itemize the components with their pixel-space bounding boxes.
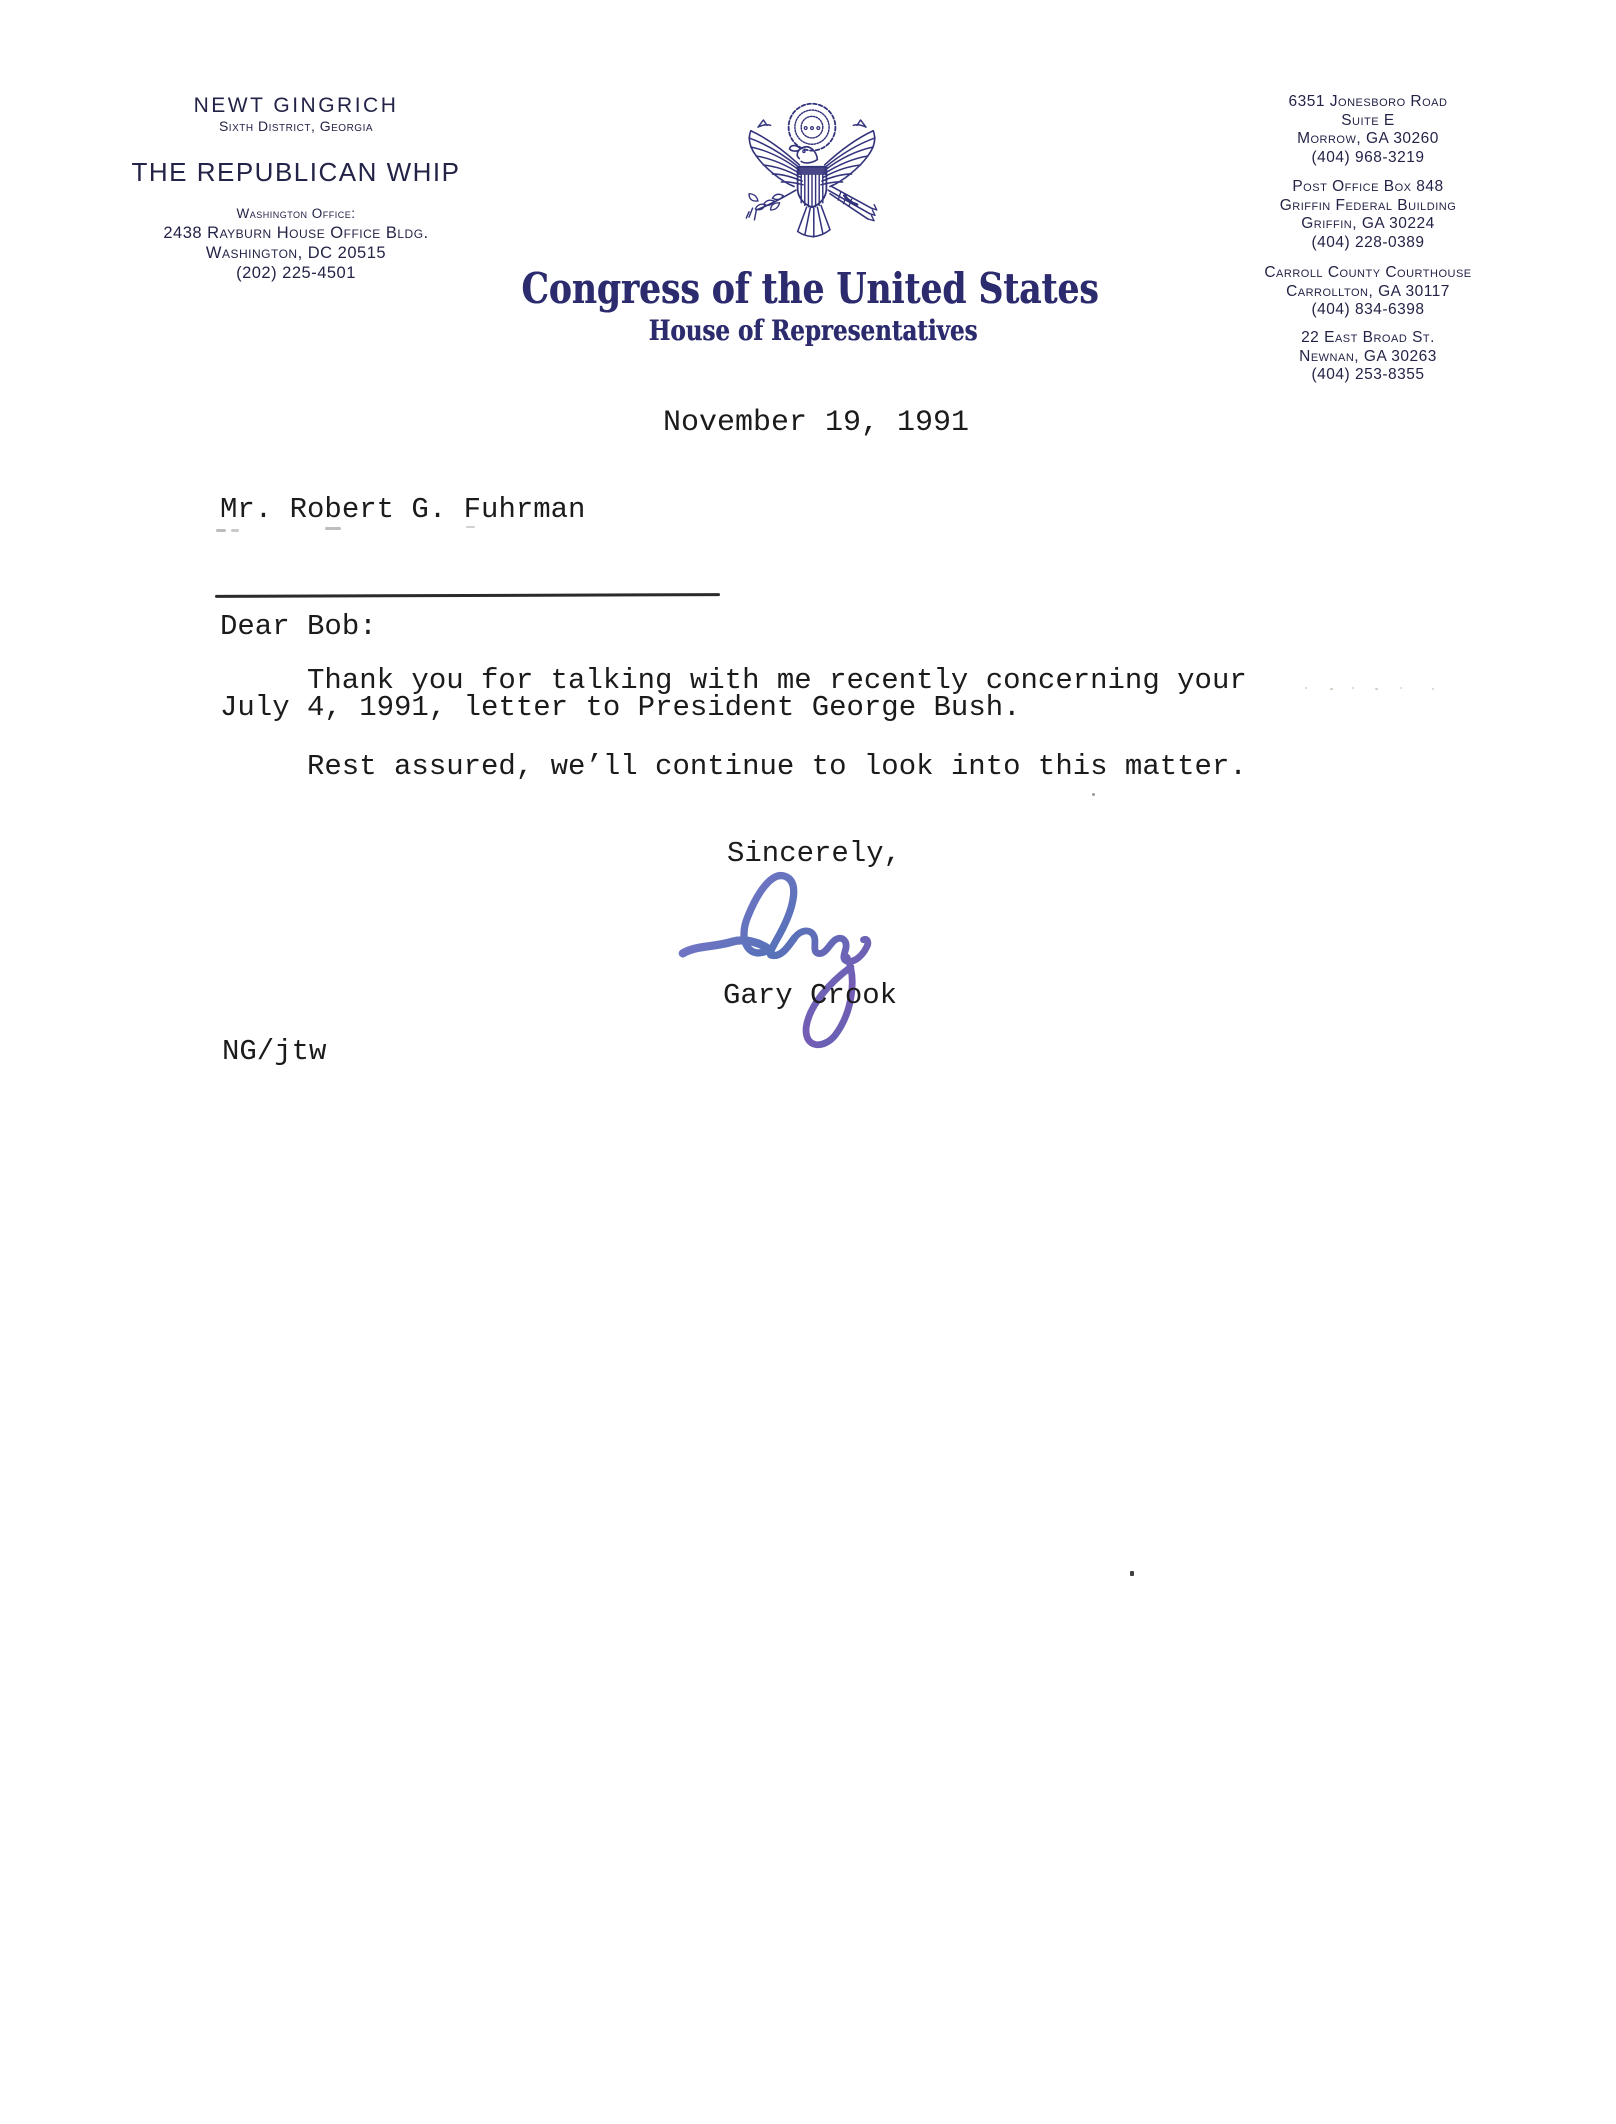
salutation: Dear Bob: (220, 610, 377, 643)
office-line: Newnan, GA 30263 (1299, 347, 1437, 365)
office-phone: (404) 968-3219 (1311, 148, 1425, 166)
body-line: July 4, 1991, letter to President George Bush. (220, 691, 1021, 724)
scan-artifact (1352, 687, 1354, 689)
redacted-text-remnant (231, 529, 239, 532)
office-line: 22 East Broad St. (1301, 329, 1435, 346)
congress-title: Congress of the United States (521, 264, 1099, 313)
redaction-line (215, 593, 720, 598)
washington-address-line: 2438 Rayburn House Office Bldg. (163, 224, 429, 242)
house-subtitle: House of Representatives (648, 314, 978, 347)
district-office-newnan (1240, 329, 1496, 385)
redacted-text-remnant (466, 526, 475, 528)
signature-gary-icon (676, 866, 880, 1064)
redacted-text-remnant (216, 529, 226, 532)
office-line: Carrollton, GA 30117 (1286, 282, 1450, 300)
member-district: Sixth District, Georgia (218, 118, 374, 134)
reference-initials: NG/jtw (222, 1035, 327, 1068)
office-line: 6351 Jonesboro Road (1288, 93, 1448, 110)
district-office-griffin (1240, 178, 1496, 252)
office-line: Post Office Box 848 (1292, 178, 1444, 195)
redacted-text-remnant (325, 527, 341, 530)
great-seal-eagle-icon (740, 94, 884, 244)
member-title: THE REPUBLICAN WHIP (131, 157, 461, 187)
signer-name: Gary Crook (723, 979, 898, 1012)
washington-office-label: Washington Office: (236, 206, 356, 221)
scan-artifact (1375, 688, 1378, 690)
district-office-carrollton (1240, 264, 1496, 320)
scan-artifact (1092, 793, 1095, 796)
closing: Sincerely, (727, 837, 902, 870)
letter-date: November 19, 1991 (663, 406, 970, 440)
office-line: Griffin, GA 30224 (1301, 215, 1435, 233)
office-phone: (404) 228-0389 (1311, 233, 1425, 251)
washington-phone: (202) 225-4501 (236, 264, 356, 282)
office-line: Morrow, GA 30260 (1297, 130, 1439, 148)
scan-artifact (1305, 687, 1307, 689)
scan-artifact (1432, 688, 1434, 690)
office-line: Suite E (1341, 111, 1395, 129)
office-line: Carroll County Courthouse (1264, 264, 1472, 281)
member-name: NEWT GINGRICH (193, 94, 399, 117)
scan-artifact (1400, 687, 1402, 689)
body-line: Thank you for talking with me recently concerning your (307, 664, 1247, 697)
body-line: Rest assured, we’ll continue to look into this matter. (307, 750, 1247, 783)
office-line: Griffin Federal Building (1279, 196, 1457, 214)
district-office-morrow (1240, 93, 1496, 167)
office-phone: (404) 253-8355 (1311, 366, 1425, 384)
scan-artifact (1330, 688, 1333, 690)
scan-artifact (1130, 1571, 1134, 1576)
recipient-name: Mr. Robert G. Fuhrman (220, 493, 586, 526)
washington-address-line: Washington, DC 20515 (205, 244, 387, 262)
office-phone: (404) 834-6398 (1311, 301, 1425, 319)
